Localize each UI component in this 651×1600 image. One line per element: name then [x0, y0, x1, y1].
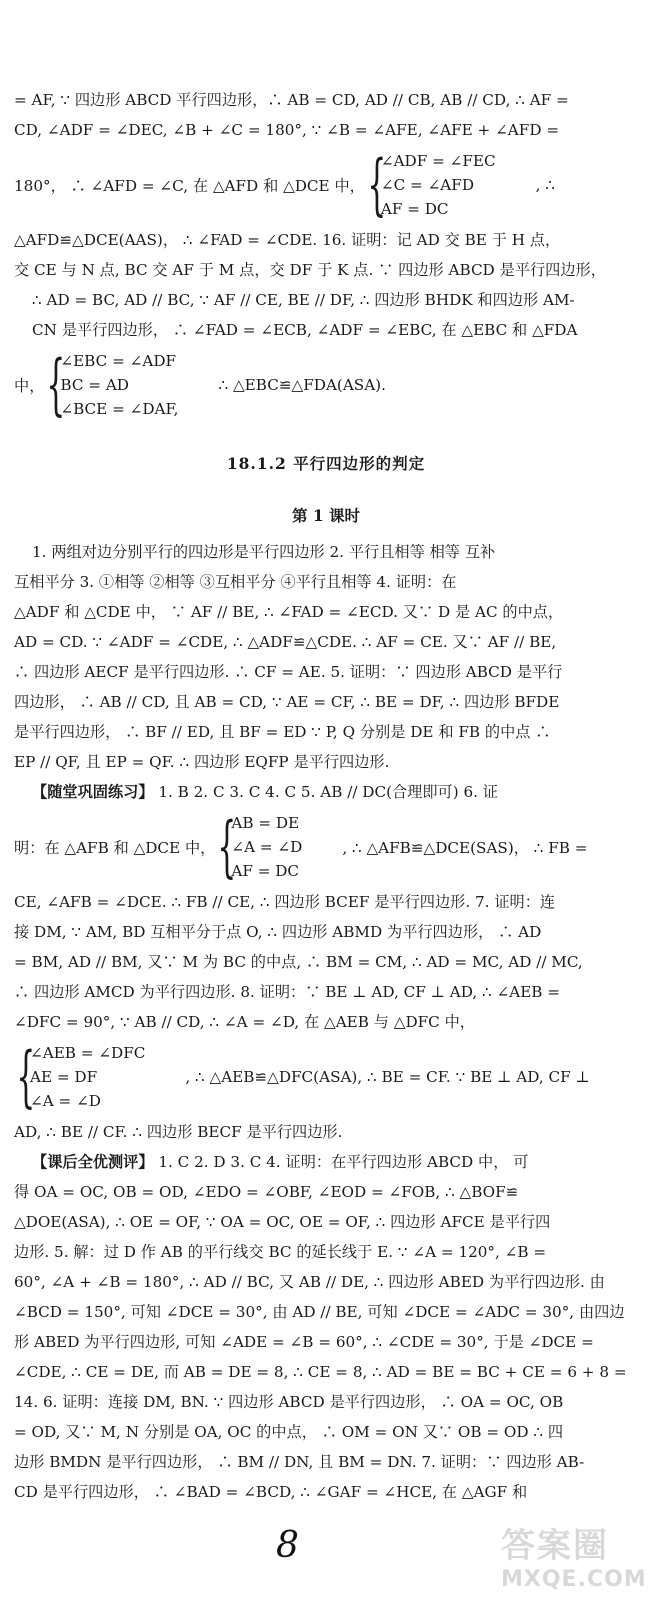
page-number: 8	[276, 1525, 299, 1566]
proof-16-lines	[14, 225, 638, 345]
system-tail: ∴ △EBC≌△FDA(ASA).	[218, 376, 386, 394]
system-row: BC = AD	[60, 376, 129, 394]
left-brace: {	[46, 346, 66, 423]
left-brace: {	[367, 146, 387, 223]
text-line: = OD, 又∵ M, N 分别是 OA, OC 的中点， ∴ OM = ON 又∵ OB = OD ∴ 四	[14, 1423, 564, 1441]
watermark-logo	[501, 1518, 647, 1592]
system-tail: , ∴ △AEB≌△DFC(ASA), ∴ BE = CF. ∵ BE ⊥ AD, CF ⊥	[185, 1068, 590, 1086]
system-tail: , ∴ △AFB≌△DCE(SAS)， ∴ FB =	[342, 838, 588, 857]
system-lead: 明：在 △AFB 和 △DCE 中，	[14, 838, 216, 857]
text-line: 60°, ∠A + ∠B = 180°, ∴ AD // BC, 又 AB // DE, ∴ 四边形 ABED 为平行四边形. 由	[14, 1273, 605, 1291]
text-line: ∠BCD = 150°, 可知 ∠DCE = 30°, 由 AD // BE, 可知 ∠DCE = ∠ADC = 30°, 由四边	[14, 1303, 625, 1321]
section-title: 18.1.2 平行四边形的判定	[226, 454, 426, 473]
practice-tag: 【随堂巩固练习】	[32, 783, 154, 801]
text-line: 形 ABED 为平行四边形, 可知 ∠ADE = ∠B = 60°, ∴ ∠CDE = 30°, 于是 ∠DCE =	[14, 1333, 594, 1351]
lesson-title: 第 1 课时	[291, 506, 361, 525]
system-rows	[60, 349, 178, 421]
left-brace: {	[217, 808, 237, 885]
system-row: AB = DE	[231, 814, 300, 832]
text-line: 接 DM, ∵ AM, BD 互相平分于点 O, ∴ 四边形 ABMD 为平行四边形， ∴ AD	[14, 923, 542, 941]
test-tag: 【课后全优测评】	[32, 1153, 154, 1171]
system-row: AE = DF	[30, 1068, 98, 1086]
text-line: △ADF 和 △CDE 中， ∵ AF // BE, ∴ ∠FAD = ∠ECD. 又∵ D 是 AC 的中点，	[14, 603, 564, 621]
text-line: 14. 6. 证明：连接 DM, BN. ∵ 四边形 ABCD 是平行四边形， ∴ OA = OC, OB	[14, 1393, 564, 1411]
text-line: CD 是平行四边形， ∴ ∠BAD = ∠BCD, ∴ ∠GAF = ∠HCE, 在 △AGF 和	[14, 1483, 528, 1501]
text-line: AD = CD. ∵ ∠ADF = ∠CDE, ∴ △ADF≌△CDE. ∴ AF = CE. 又∵ AF // BE,	[14, 633, 557, 651]
system-row: ∠AEB = ∠DFC	[30, 1044, 146, 1062]
system-row: ∠A = ∠D	[231, 838, 303, 856]
practice-line	[14, 777, 638, 807]
text-line: = AF, ∵ 四边形 ABCD 平行四边形，∴ AB = CD, AD // CB, AB // CD, ∴ AF =	[14, 91, 569, 109]
system-rows	[30, 1041, 145, 1113]
left-brace: {	[16, 1038, 36, 1115]
text-line: 1. 两组对边分别平行的四边形是平行四边形 2. 平行且相等 相等 互补	[32, 543, 496, 561]
text-line: CN 是平行四边形， ∴ ∠FAD = ∠ECB, ∠ADF = ∠EBC, 在 △EBC 和 △FDA	[32, 321, 578, 339]
practice-text: 1. B 2. C 3. C 4. C 5. AB // DC(合理即可) 6. 证	[153, 783, 498, 801]
equation-system	[14, 807, 638, 887]
text-line: EP // QF, 且 EP = QF. ∴ 四边形 EQFP 是平行四边形.	[14, 753, 390, 771]
text-line: ∴ 四边形 AMCD 为平行四边形. 8. 证明：∵ BE ⊥ AD, CF ⊥ AD, ∴ ∠AEB =	[14, 983, 561, 1001]
system-row: ∠C = ∠AFD	[380, 176, 474, 194]
system-row: AF = DC	[231, 862, 300, 880]
answer-page	[14, 85, 638, 1507]
test-line	[14, 1147, 638, 1177]
text-line: 边形. 5. 解：过 D 作 AB 的平行线交 BC 的延长线于 E. ∵ ∠A = 120°, ∠B =	[14, 1243, 547, 1261]
text-line: ∠CDE, ∴ CE = DE, 而 AB = DE = 8, ∴ CE = 8, ∴ AD = BE = BC + CE = 6 + 8 =	[14, 1363, 627, 1381]
equation-system	[14, 345, 638, 425]
text-line: 得 OA = OC, OB = OD, ∠EDO = ∠OBF, ∠EOD = ∠FOB, ∴ △BOF≌	[14, 1183, 519, 1201]
text-line: ∠DFC = 90°, ∵ AB // CD, ∴ ∠A = ∠D, 在 △AEB 与 △DFC 中，	[14, 1013, 475, 1031]
text-line: AD, ∴ BE // CF. ∴ 四边形 BECF 是平行四边形.	[14, 1123, 343, 1141]
test-text: 1. C 2. D 3. C 4. 证明：在平行四边形 ABCD 中， 可	[153, 1153, 529, 1171]
text-line: △AFD≌△DCE(AAS)， ∴ ∠FAD = ∠CDE. 16. 证明：记 AD 交 BE 于 H 点，	[14, 231, 561, 249]
watermark-title: 答案圈	[501, 1526, 609, 1566]
text-line: 四边形， ∴ AB // CD, 且 AB = CD, ∵ AE = CF, ∴ BE = DF, ∴ 四边形 BFDE	[14, 693, 560, 711]
system-lead: 中，	[14, 376, 45, 395]
system-row: ∠BCE = ∠DAF,	[60, 400, 179, 418]
system-row: ∠EBC = ∠ADF	[60, 352, 177, 370]
system-rows	[231, 811, 302, 883]
text-line: 边形 BMDN 是平行四边形， ∴ BM // DN, 且 BM = DN. 7. 证明：∵ 四边形 AB-	[14, 1453, 585, 1471]
text-line: 是平行四边形， ∴ BF // ED, 且 BF = ED ∵ P, Q 分别是 DE 和 FB 的中点 ∴	[14, 723, 551, 741]
equation-system	[14, 145, 638, 225]
text-line: ∴ AD = BC, AD // BC, ∵ AF // CE, BE // DF, ∴ 四边形 BHDK 和四边形 AM-	[32, 291, 575, 309]
system-tail: , ∴	[535, 176, 555, 194]
system-row: AF = DC	[380, 200, 449, 218]
text-line: CD, ∠ADF = ∠DEC, ∠B + ∠C = 180°, ∵ ∠B = ∠AFE, ∠AFE + ∠AFD =	[14, 121, 560, 139]
text-line: = BM, AD // BM, 又∵ M 为 BC 的中点, ∴ BM = CM, ∴ AD = MC, AD // MC,	[14, 953, 583, 971]
text-line: CE, ∠AFB = ∠DCE. ∴ FB // CE, ∴ 四边形 BCEF 是平行四边形. 7. 证明：连	[14, 893, 556, 911]
system-row: ∠A = ∠D	[30, 1092, 101, 1110]
system-row: ∠ADF = ∠FEC	[380, 152, 496, 170]
answers-block-1	[14, 537, 638, 777]
system-rows	[381, 149, 496, 221]
answers-block-3	[14, 1177, 638, 1507]
answers-block-2	[14, 887, 638, 1037]
text-line: 互相平分 3. ①相等 ②相等 ③互相平分 ④平行且相等 4. 证明：在	[14, 573, 457, 591]
system-lead: 180°， ∴ ∠AFD = ∠C, 在 △AFD 和 △DCE 中，	[14, 176, 365, 195]
intro-lines	[14, 85, 638, 145]
text-line: 交 CE 与 N 点, BC 交 AF 于 M 点，交 DF 于 K 点. ∵ 四边形 ABCD 是平行四边形，	[14, 261, 606, 279]
watermark-url: MXQE.COM	[501, 1567, 647, 1592]
text-line: △DOE(ASA), ∴ OE = OF, ∵ OA = OC, OE = OF, ∴ 四边形 AFCE 是平行四	[14, 1213, 551, 1231]
equation-system	[14, 1037, 638, 1117]
text-line: ∴ 四边形 AECF 是平行四边形. ∴ CF = AE. 5. 证明：∵ 四边形 ABCD 是平行	[14, 663, 563, 681]
